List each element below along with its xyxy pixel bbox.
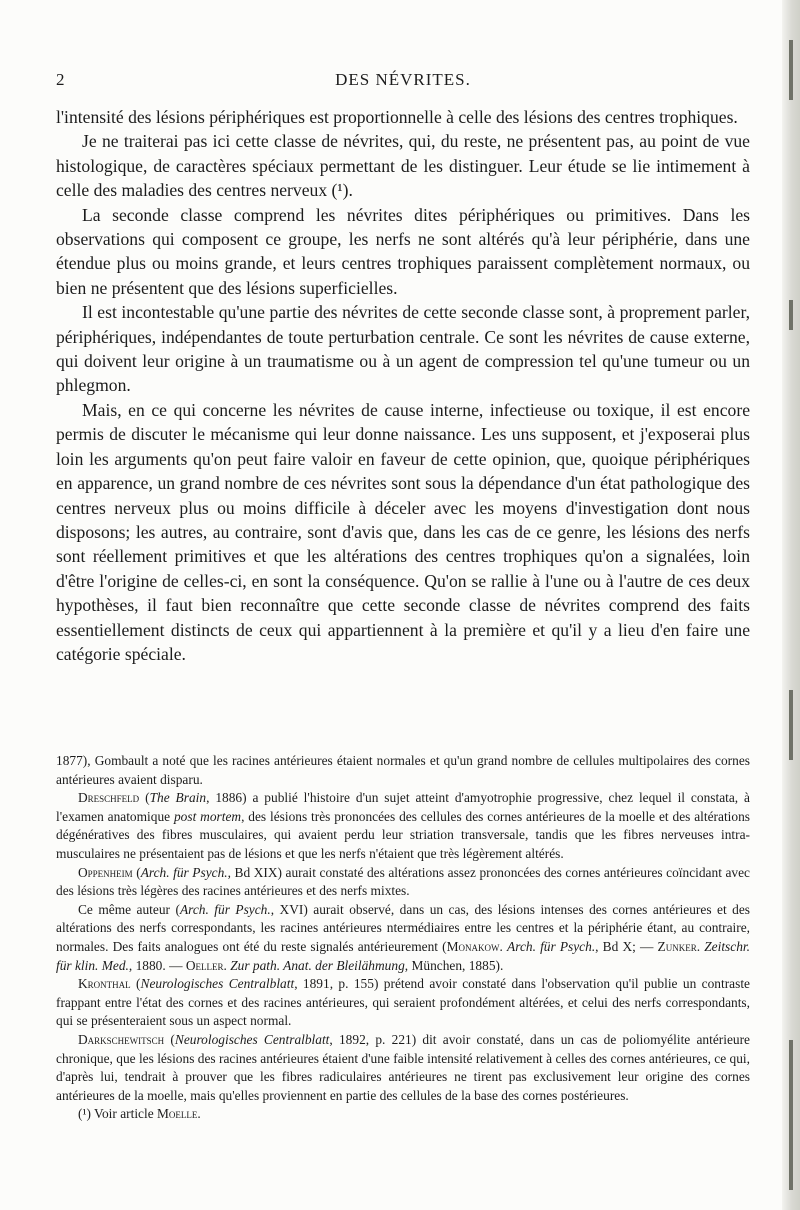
journal-title: Arch. für Psych. [507, 938, 596, 954]
paragraph [56, 129, 750, 202]
journal-title: Arch. für Psych. [140, 864, 228, 880]
paragraph-text: Je ne traiterai pas ici cette classe de névrites, qui, du reste, ne présentent pas, au point de vue histologique, de caractères spéciaux permettant de les distinguer. Leur étude se lie intimement à celle des maladies des centres nerveux [56, 131, 750, 201]
footnote-text: . [197, 1106, 201, 1122]
footnote-text: , Bd X; — [595, 938, 658, 954]
footnote-text: , 1891, p. 155) prétend avoir constaté dans l'observation qu'il publie un contraste frappant entre l'état des cornes et des racines antérieures, qui seraient profondément altérées, et celui des nerfs correspondants, qui se présenteraient sous un aspect normal. [56, 976, 750, 1029]
main-text [56, 105, 750, 666]
footnote-text: , XVI) aurait observé, dans un cas, des lésions intenses des cornes antérieures et des altérations des nerfs correspondants, les racines antérieures ntermédiaires entre les centres et la périphérie étant, au contraire, normales. Des faits analogues ont été du reste signalés antérieurement ( [56, 901, 751, 954]
page-number: 2 [56, 70, 65, 89]
footnote [56, 1031, 750, 1105]
cited-author: Kronthal [78, 976, 131, 992]
running-head: DES NÉVRITES. [335, 70, 471, 89]
footnote [56, 1105, 750, 1124]
paragraph: Mais, en ce qui concerne les névrites de cause interne, infectieuse ou toxique, il est encore permis de discuter le mécanisme qui leur donne naissance. Les uns supposent, et j'exposerai plus loin les arguments qu'on peut faire valoir en faveur de cette opinion, que, quoique périphériques en apparence, un grand nombre de ces névrites sont sous la dépendance d'un état pathologique des centres nerveux plus ou moins difficile à déceler avec les moyens d'investigation dont nous disposons; les autres, au contraire, sont d'avis que, dans les cas de ce genre, les lésions des nerfs sont réellement primitives et que les altérations des centres trophiques qu'on a signalées, loin d'être l'origine de celles-ci, en sont la conséquence. Qu'on se rallie à l'une ou à l'autre de ces deux hypothèses, il faut bien reconnaître que cette seconde classe de névrites comprend des faits essentiellement distincts de ceux qui appartiennent à la première et qu'il y a lieu d'en faire une catégorie spéciale. [56, 399, 750, 664]
cited-author: Monakow [446, 938, 500, 954]
paragraph: La seconde classe comprend les névrites dites périphériques ou primitives. Dans les observations qui composent ce groupe, les nerfs ne sont altérés qu'à leur périphérie, dans une étendue plus ou moins grande, et leurs centres trophiques paraissent complètement normaux, ou bien ne présentent que des lésions superficielles. [56, 204, 750, 298]
footnote-text: ( [130, 976, 141, 992]
footnote-text: Ce même auteur ( [78, 901, 180, 917]
footnote-text: ( [132, 864, 141, 880]
journal-title: The Brain [149, 790, 207, 806]
footnote [56, 975, 750, 1031]
journal-title: Arch. für Psych. [179, 901, 271, 917]
footnote-text: ( [164, 1031, 175, 1047]
footnote-marker: (¹) [78, 1106, 91, 1122]
cross-reference: Moelle [157, 1106, 198, 1122]
edge-mark [789, 40, 793, 100]
cited-author: Dreschfeld [78, 790, 140, 806]
footnote [56, 789, 750, 863]
page-edge [782, 0, 800, 1210]
cited-author: Darkschewitsch [78, 1031, 165, 1047]
edge-mark [789, 1040, 793, 1190]
footnote-text: Voir article [90, 1106, 158, 1122]
paragraph: Il est incontestable qu'une partie des névrites de cette seconde classe sont, à proprement parler, périphériques, indépendantes de toute perturbation centrale. Ce sont les névrites de cause externe, qui doivent leur origine à un traumatisme ou à un agent de compression tel qu'une tumeur ou un phlegmon. [56, 302, 750, 396]
footnote-text: , 1880. — [128, 957, 186, 973]
footnote-text: , 1886) a publié l'histoire d'un sujet atteint d'amyotrophie progressive, chez lequel il constata, à l'examen anatomique [56, 790, 751, 824]
journal-title: Zur path. Anat. der Bleilähmung [230, 957, 405, 973]
journal-title: Neurologisches Centralblatt [140, 976, 295, 992]
edge-mark [789, 300, 793, 330]
footnote-text: . [223, 957, 231, 973]
cited-author: Oppenheim [78, 864, 133, 880]
footnote-text: 1877), Gombault a noté que les racines antérieures étaient normales et qu'un grand nombre de cellules multipolaires des cornes antérieures avaient disparu. [56, 753, 750, 787]
footnote-text: , 1892, p. 221) dit avoir constaté, dans un cas de poliomyélite antérieure chronique, que les lésions des racines antérieures étaient d'une faible intensité relativement à celles des cornes antérieures, ce qui, d'après lui, tendrait à prouver que les fibres radiculaires antérieures ne tirent pas exclusivement leur origine des cornes antérieures de la moelle, mais qu'elles proviennent en partie des cellules de la base des cornes postérieures. [56, 1031, 750, 1103]
footnote-text: . [696, 938, 705, 954]
cited-author: Zunker [657, 938, 697, 954]
page-header [56, 70, 750, 100]
edge-mark [789, 690, 793, 760]
footnotes [56, 752, 750, 1124]
footnote-text: ( [139, 790, 150, 806]
footnote-text: , München, 1885). [404, 957, 504, 973]
footnote [56, 752, 750, 789]
cited-author: Oeller [185, 957, 224, 973]
latin-phrase: post mortem [173, 808, 242, 824]
journal-title: Neurologisches Centralblatt [174, 1031, 330, 1047]
footnote-text: , des lésions très prononcées des cellules des cornes antérieures de la moelle et des altérations dégénératives des fibres musculaires, qui avaient perdu leur striation transversale, tandis que les fibres nerveuses intra-musculaires ne présentaient pas de lésions et que les nerfs n'étaient que très légèrement altérés. [56, 808, 750, 861]
footnote [56, 864, 750, 901]
journal-title: Zeitschr. für klin. Med. [56, 938, 750, 973]
footnote-text: , Bd XIX) aurait constaté des altérations assez prononcées des cornes antérieures coïncidant avec des lésions très légères des racines antérieures et des nerfs mixtes. [56, 864, 750, 899]
footnote-text: . [499, 938, 508, 954]
footnote [56, 901, 750, 975]
paragraph: l'intensité des lésions périphériques est proportionnelle à celle des lésions des centres trophiques. [56, 107, 738, 127]
footnote-ref: (¹). [331, 180, 353, 201]
